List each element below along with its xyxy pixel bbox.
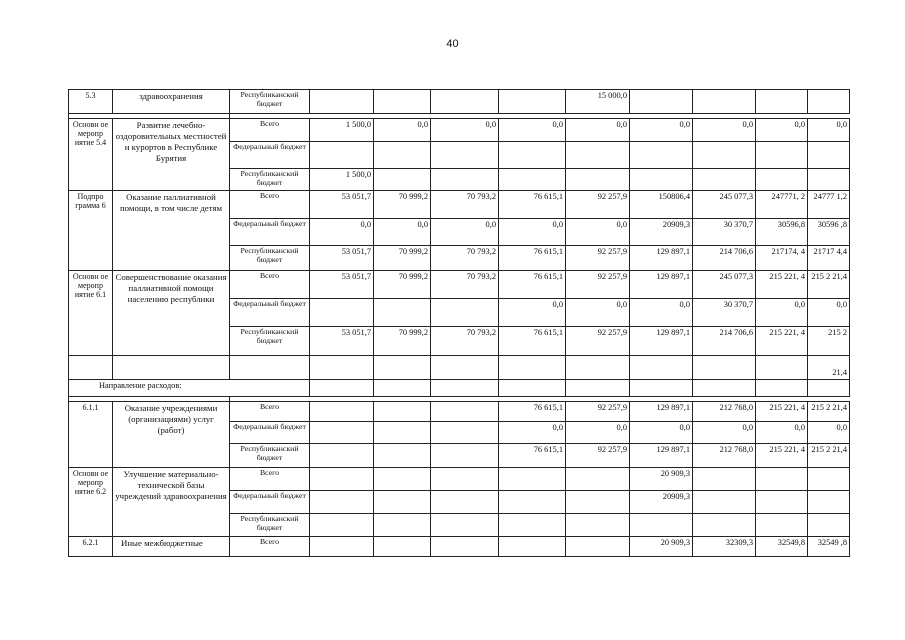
funding-source: Республиканский бюджет	[230, 169, 310, 191]
funding-source: Республиканский бюджет	[230, 327, 310, 356]
value-cell: 70 793,2	[431, 327, 499, 356]
funding-source: Всего	[230, 537, 310, 557]
value-cell	[808, 380, 850, 397]
value-cell: 53 051,7	[310, 246, 374, 271]
row-name: Развитие лечебно-оздоровительных местностей и курортов в Республике Бурятия	[113, 119, 230, 191]
value-cell	[431, 299, 499, 327]
value-cell: 217174, 4	[756, 246, 808, 271]
value-cell	[310, 491, 374, 514]
value-cell	[693, 468, 756, 491]
value-cell	[566, 142, 630, 169]
value-cell	[499, 537, 566, 557]
table-row	[69, 191, 850, 219]
value-cell: 30596,8	[756, 219, 808, 246]
value-cell: 129 897,1	[630, 246, 693, 271]
funding-source: Республиканский бюджет	[230, 514, 310, 537]
value-cell: 21717 4,4	[808, 246, 850, 271]
value-cell: 0,0	[374, 119, 431, 142]
value-cell	[756, 491, 808, 514]
value-cell: 15 000,0	[566, 90, 630, 114]
table-row	[69, 271, 850, 299]
value-cell	[693, 169, 756, 191]
table-row	[69, 380, 850, 397]
value-cell	[499, 468, 566, 491]
row-code: Основн ое меропр иятие 5.4	[69, 119, 113, 191]
value-cell	[374, 356, 431, 380]
page-number: 40	[446, 38, 459, 50]
value-cell	[310, 537, 374, 557]
value-cell: 92 257,9	[566, 246, 630, 271]
funding-source-cont	[230, 356, 310, 380]
value-cell	[756, 380, 808, 397]
value-cell: 0,0	[756, 119, 808, 142]
value-cell	[310, 422, 374, 444]
value-cell: 129 897,1	[630, 327, 693, 356]
value-cell: 76 615,1	[499, 327, 566, 356]
value-cell	[310, 514, 374, 537]
value-cell	[756, 90, 808, 114]
value-cell: 53 051,7	[310, 271, 374, 299]
value-cell	[374, 514, 431, 537]
row-name: Совершенствование оказания паллиативной помощи населению республики	[113, 271, 230, 356]
value-cell: 0,0	[630, 422, 693, 444]
value-cell: 0,0	[630, 119, 693, 142]
value-cell: 247771, 2	[756, 191, 808, 219]
value-cell: 1 500,0	[310, 119, 374, 142]
value-cell	[431, 468, 499, 491]
value-cell	[566, 380, 630, 397]
row-code: Основн ое меропр иятие 6.2	[69, 468, 113, 537]
value-cell: 70 793,2	[431, 191, 499, 219]
funding-source: Федеральный бюджет	[230, 299, 310, 327]
value-cell: 76 615,1	[499, 444, 566, 468]
value-cell: 32549 ,8	[808, 537, 850, 557]
value-cell	[431, 514, 499, 537]
value-cell: 150806,4	[630, 191, 693, 219]
value-cell	[630, 142, 693, 169]
value-cell: 0,0	[630, 299, 693, 327]
value-cell	[499, 142, 566, 169]
value-cell	[431, 380, 499, 397]
value-cell: 129 897,1	[630, 271, 693, 299]
value-cell: 32549,8	[756, 537, 808, 557]
row-code: 5.3	[69, 90, 113, 114]
value-cell: 70 999,2	[374, 271, 431, 299]
table-row	[69, 90, 850, 114]
value-cell: 70 793,2	[431, 246, 499, 271]
value-cell	[693, 142, 756, 169]
value-cell	[499, 514, 566, 537]
funding-source: Всего	[230, 271, 310, 299]
value-cell	[374, 380, 431, 397]
value-cell: 0,0	[693, 422, 756, 444]
value-cell: 212 768,0	[693, 402, 756, 422]
value-cell: 215 2 21,4	[808, 444, 850, 468]
value-cell: 0,0	[808, 422, 850, 444]
value-cell	[808, 468, 850, 491]
value-cell	[310, 380, 374, 397]
table-row	[69, 356, 850, 380]
value-cell	[374, 537, 431, 557]
value-cell: 20909,3	[630, 491, 693, 514]
value-cell	[630, 356, 693, 380]
row-name-cont	[113, 356, 230, 380]
value-cell	[374, 402, 431, 422]
value-cell: 30 370,7	[693, 299, 756, 327]
value-cell: 215 221, 4	[756, 444, 808, 468]
direction-label: Направление расходов:	[69, 380, 310, 397]
value-cell	[808, 90, 850, 114]
value-cell: 0,0	[808, 119, 850, 142]
value-cell: 215 2 21,4	[808, 402, 850, 422]
value-cell	[693, 491, 756, 514]
value-cell: 30 370,7	[693, 219, 756, 246]
value-cell: 92 257,9	[566, 271, 630, 299]
value-cell: 24777 1,2	[808, 191, 850, 219]
value-cell	[499, 169, 566, 191]
value-cell	[374, 90, 431, 114]
value-cell	[566, 491, 630, 514]
funding-source: Республиканский бюджет	[230, 444, 310, 468]
funding-source: Всего	[230, 191, 310, 219]
value-cell: 129 897,1	[630, 402, 693, 422]
value-cell	[630, 169, 693, 191]
value-cell: 0,0	[566, 219, 630, 246]
value-cell	[431, 142, 499, 169]
value-cell	[630, 90, 693, 114]
value-cell	[374, 444, 431, 468]
value-cell	[310, 444, 374, 468]
value-cell	[431, 491, 499, 514]
value-cell	[431, 402, 499, 422]
value-cell: 214 706,6	[693, 246, 756, 271]
value-cell: 0,0	[566, 299, 630, 327]
value-cell	[808, 169, 850, 191]
value-cell: 92 257,9	[566, 191, 630, 219]
value-cell: 215 2 21,4	[808, 271, 850, 299]
value-cell	[566, 537, 630, 557]
budget-table	[68, 89, 850, 557]
value-cell: 215 221, 4	[756, 271, 808, 299]
value-cell: 245 077,3	[693, 191, 756, 219]
row-name: Иные межбюджетные	[113, 537, 230, 557]
value-cell: 215 221, 4	[756, 402, 808, 422]
value-cell	[756, 356, 808, 380]
funding-source: Федеральный бюджет	[230, 142, 310, 169]
value-cell	[310, 90, 374, 114]
row-code: Подпро грамма 6	[69, 191, 113, 271]
value-cell: 76 615,1	[499, 246, 566, 271]
value-cell: 0,0	[566, 422, 630, 444]
value-cell: 32309,3	[693, 537, 756, 557]
value-cell: 214 706,6	[693, 327, 756, 356]
value-cell: 0,0	[499, 119, 566, 142]
table-row	[69, 119, 850, 142]
value-cell: 21,4	[808, 356, 850, 380]
row-name: Улучшение материально-технической базы учреждений здравоохранения	[113, 468, 230, 537]
value-cell	[808, 491, 850, 514]
value-cell	[499, 380, 566, 397]
value-cell: 0,0	[499, 299, 566, 327]
value-cell: 0,0	[566, 119, 630, 142]
funding-source: Республиканский бюджет	[230, 246, 310, 271]
value-cell: 70 999,2	[374, 191, 431, 219]
value-cell	[310, 142, 374, 169]
funding-source: Федеральный бюджет	[230, 491, 310, 514]
value-cell: 215 2	[808, 327, 850, 356]
value-cell: 0,0	[431, 219, 499, 246]
value-cell	[374, 299, 431, 327]
value-cell	[374, 468, 431, 491]
value-cell: 0,0	[499, 422, 566, 444]
value-cell	[374, 169, 431, 191]
row-code: 6.1.1	[69, 402, 113, 468]
value-cell: 70 793,2	[431, 271, 499, 299]
value-cell: 129 897,1	[630, 444, 693, 468]
funding-source: Республиканский бюджет	[230, 90, 310, 114]
value-cell	[756, 514, 808, 537]
row-code-cont	[69, 356, 113, 380]
value-cell	[756, 468, 808, 491]
value-cell: 92 257,9	[566, 327, 630, 356]
value-cell	[431, 422, 499, 444]
value-cell	[808, 514, 850, 537]
funding-source: Всего	[230, 402, 310, 422]
value-cell: 0,0	[756, 299, 808, 327]
funding-source: Федеральный бюджет	[230, 219, 310, 246]
value-cell	[630, 514, 693, 537]
value-cell: 215 221, 4	[756, 327, 808, 356]
value-cell	[374, 422, 431, 444]
value-cell: 76 615,1	[499, 191, 566, 219]
value-cell	[566, 468, 630, 491]
value-cell: 20909,3	[630, 219, 693, 246]
table-row	[69, 402, 850, 422]
value-cell: 70 999,2	[374, 246, 431, 271]
value-cell	[693, 90, 756, 114]
value-cell: 0,0	[808, 299, 850, 327]
value-cell	[431, 356, 499, 380]
table-row	[69, 537, 850, 557]
value-cell	[431, 90, 499, 114]
table-row	[69, 468, 850, 491]
value-cell	[693, 514, 756, 537]
value-cell: 0,0	[374, 219, 431, 246]
value-cell: 70 999,2	[374, 327, 431, 356]
value-cell	[431, 169, 499, 191]
value-cell: 20 909,3	[630, 468, 693, 491]
value-cell: 0,0	[310, 219, 374, 246]
value-cell: 245 077,3	[693, 271, 756, 299]
value-cell	[499, 491, 566, 514]
value-cell	[566, 356, 630, 380]
funding-source: Всего	[230, 119, 310, 142]
row-code: 6.2.1	[69, 537, 113, 557]
value-cell	[499, 356, 566, 380]
value-cell	[693, 380, 756, 397]
value-cell: 1 500,0	[310, 169, 374, 191]
value-cell	[431, 537, 499, 557]
value-cell	[310, 299, 374, 327]
row-code: Основн ое меропр иятие 6.1	[69, 271, 113, 356]
value-cell: 0,0	[756, 422, 808, 444]
value-cell	[310, 356, 374, 380]
funding-source: Федеральный бюджет	[230, 422, 310, 444]
value-cell	[310, 468, 374, 491]
value-cell: 92 257,9	[566, 444, 630, 468]
value-cell	[566, 514, 630, 537]
value-cell	[693, 356, 756, 380]
value-cell: 0,0	[499, 219, 566, 246]
value-cell	[630, 380, 693, 397]
value-cell: 20 909,3	[630, 537, 693, 557]
value-cell: 30596 ,8	[808, 219, 850, 246]
value-cell: 212 768,0	[693, 444, 756, 468]
value-cell	[310, 402, 374, 422]
funding-source: Всего	[230, 468, 310, 491]
row-name: Оказание паллиативной помощи, в том числе детям	[113, 191, 230, 271]
value-cell	[431, 444, 499, 468]
value-cell	[756, 142, 808, 169]
value-cell: 76 615,1	[499, 271, 566, 299]
value-cell: 0,0	[693, 119, 756, 142]
value-cell	[566, 169, 630, 191]
value-cell	[374, 142, 431, 169]
value-cell: 0,0	[431, 119, 499, 142]
row-name: Оказание учреждениями (организациями) услуг (работ)	[113, 402, 230, 468]
value-cell: 53 051,7	[310, 191, 374, 219]
value-cell: 53 051,7	[310, 327, 374, 356]
value-cell: 92 257,9	[566, 402, 630, 422]
value-cell	[808, 142, 850, 169]
row-name: здравоохранения	[113, 90, 230, 114]
value-cell: 76 615,1	[499, 402, 566, 422]
value-cell	[374, 491, 431, 514]
value-cell	[499, 90, 566, 114]
value-cell	[756, 169, 808, 191]
